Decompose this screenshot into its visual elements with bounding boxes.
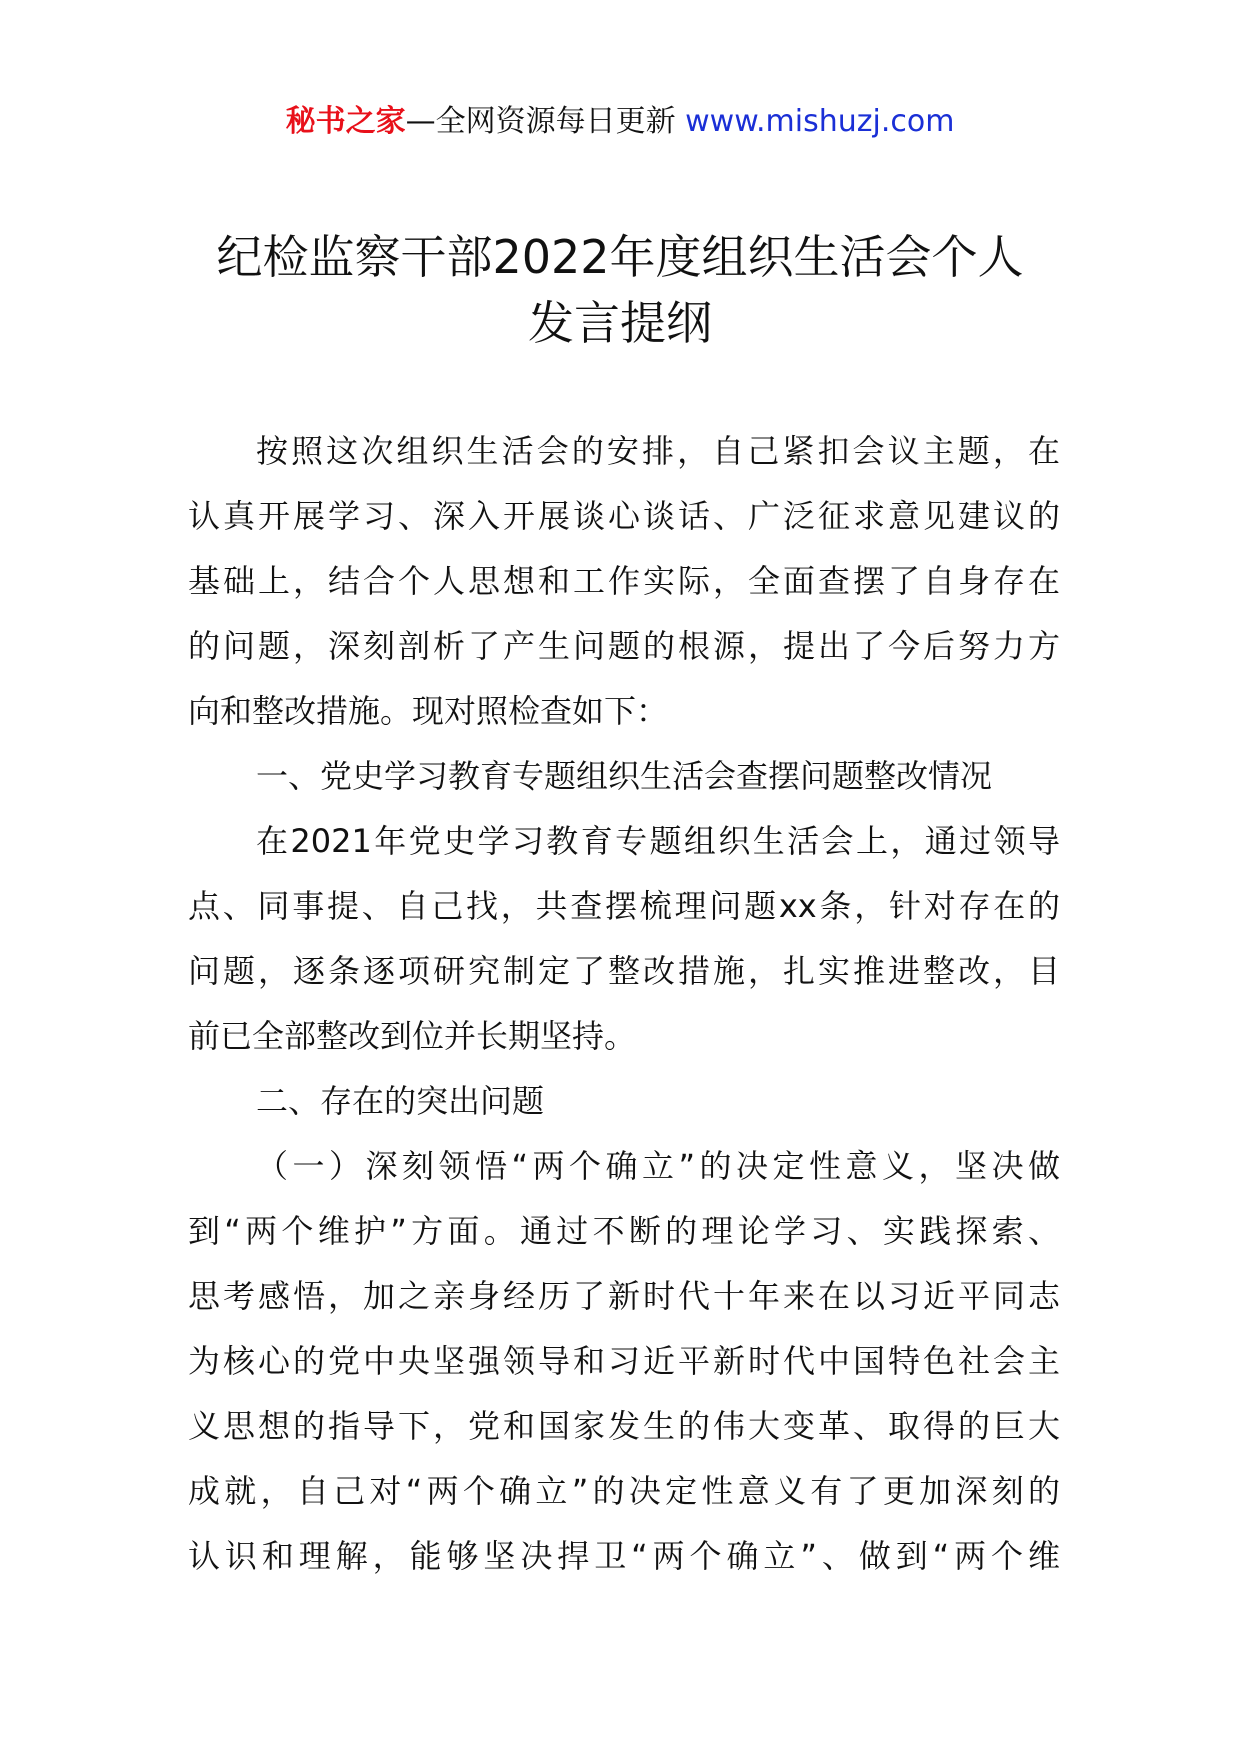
paragraph-line: 认识和理解，能够坚决捍卫“两个确立”、做到“两个维 [188, 1537, 1060, 1575]
paragraph-line: 前已全部整改到位并长期坚持。 [188, 1017, 637, 1055]
section-heading-1 [188, 744, 1060, 809]
site-header [0, 100, 1240, 144]
paragraph-line: 到“两个维护”方面。通过不断的理论学习、实践探索、 [188, 1212, 1060, 1250]
paragraph-line: 认真开展学习、深入开展谈心谈话、广泛征求意见建议的 [188, 497, 1060, 535]
paragraph-line: 基础上，结合个人思想和工作实际，全面查摆了自身存在 [188, 562, 1060, 600]
paragraph-line: 向和整改措施。现对照检查如下： [188, 692, 669, 730]
heading-line: 二、存在的突出问题 [256, 1082, 545, 1120]
section-heading-2 [188, 1069, 1060, 1134]
heading-line: 一、党史学习教育专题组织生活会查摆问题整改情况 [256, 757, 993, 795]
title-line-1: 纪检监察干部2022年度组织生活会个人 [216, 230, 1024, 284]
paragraph-line: 成就，自己对“两个确立”的决定性意义有了更加深刻的 [188, 1472, 1060, 1510]
title-line-2: 发言提纲 [528, 296, 712, 350]
paragraph-line: 思考感悟，加之亲身经历了新时代十年来在以习近平同志 [188, 1277, 1060, 1315]
paragraph-line: 的问题，深刻剖析了产生问题的根源，提出了今后努力方 [188, 627, 1060, 665]
paragraph-line: 点、同事提、自己找，共查摆梳理问题xx条，针对存在的 [188, 887, 1060, 925]
problem-paragraph-1 [188, 1134, 1060, 1589]
rectification-paragraph [188, 809, 1060, 1069]
site-url-link[interactable]: www.mishuzj.com [685, 104, 955, 139]
paragraph-line: 问题，逐条逐项研究制定了整改措施，扎实推进整改，目 [188, 952, 1060, 990]
header-tagline: —全网资源每日更新 [405, 104, 686, 139]
document-title [140, 224, 1100, 356]
paragraph-line: 义思想的指导下，党和国家发生的伟大变革、取得的巨大 [188, 1407, 1060, 1445]
document-body [188, 419, 1060, 1589]
paragraph-line: 为核心的党中央坚强领导和习近平新时代中国特色社会主 [188, 1342, 1060, 1380]
brand-name: 秘书之家 [285, 104, 406, 139]
paragraph-line: 在2021年党史学习教育专题组织生活会上，通过领导 [256, 822, 1060, 860]
paragraph-line: （一）深刻领悟“两个确立”的决定性意义，坚决做 [256, 1147, 1060, 1185]
paragraph-line: 按照这次组织生活会的安排，自己紧扣会议主题，在 [256, 432, 1060, 470]
intro-paragraph [188, 419, 1060, 744]
